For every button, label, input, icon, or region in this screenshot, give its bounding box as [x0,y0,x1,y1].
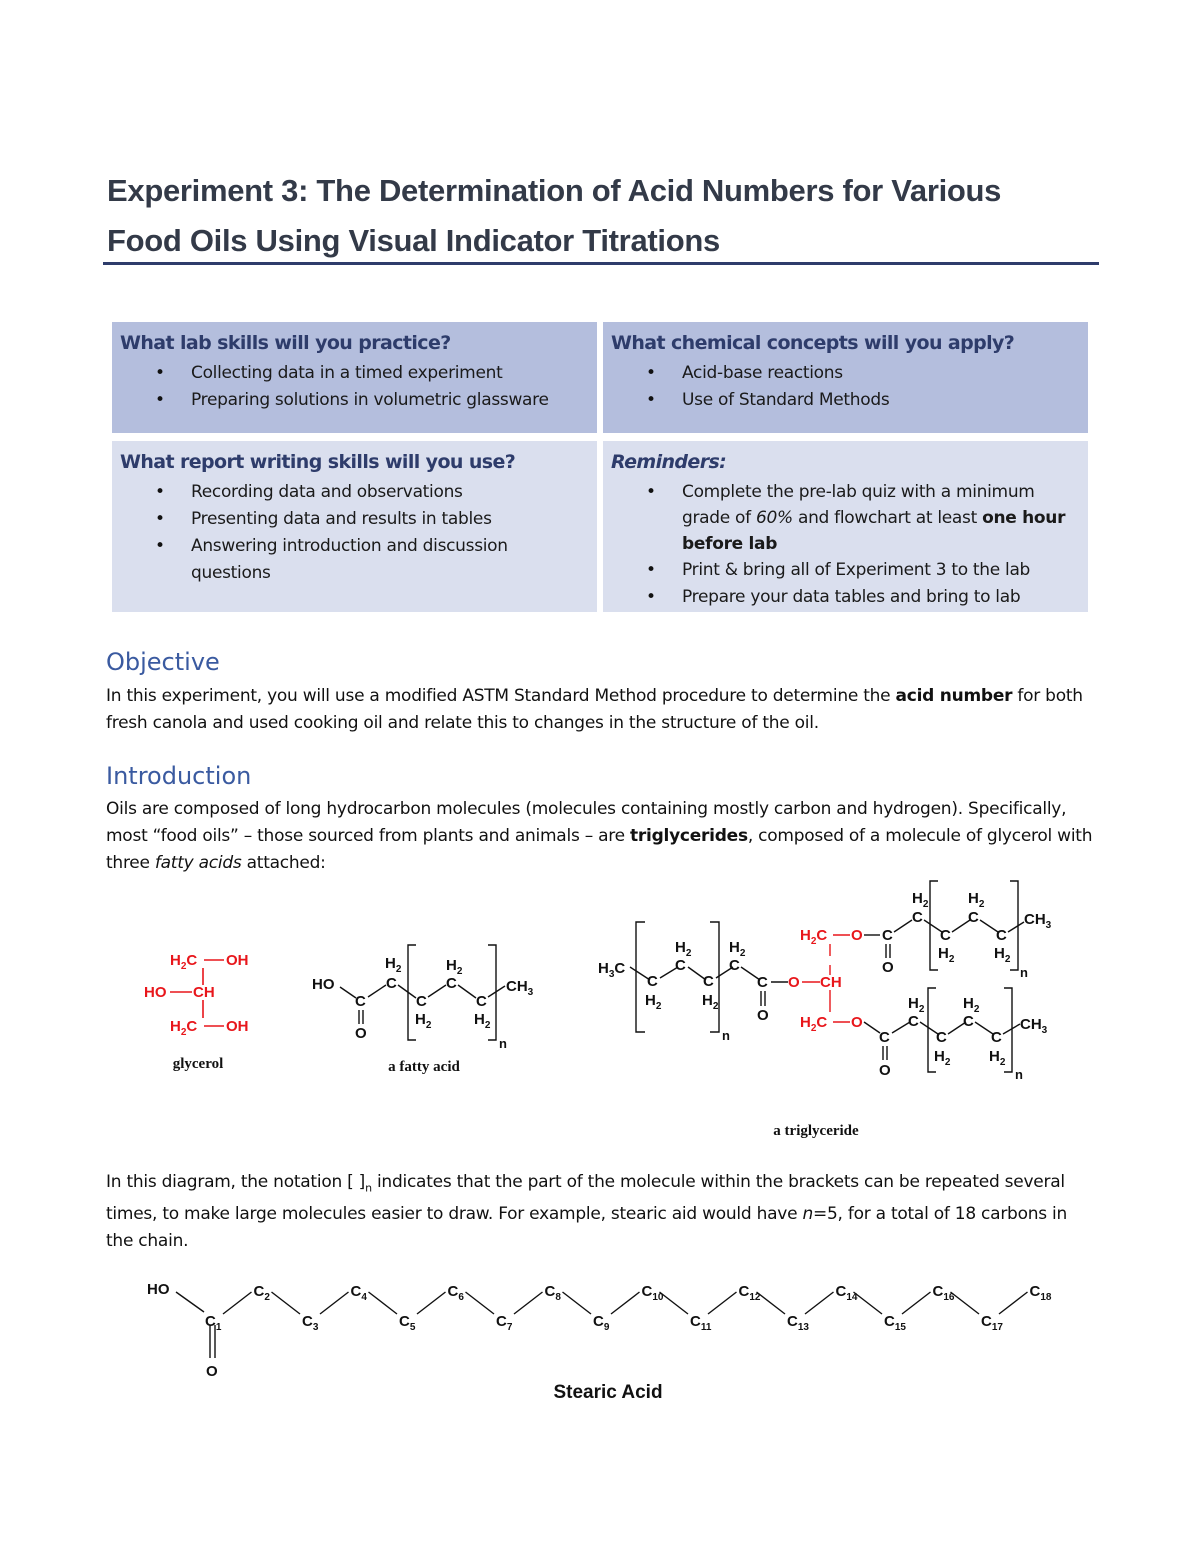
svg-text:H2: $H_2$ [908,995,925,1015]
carbon-label: $C_5$ [399,1313,416,1333]
svg-text:H2: $H_2$ [934,1048,951,1068]
svg-text:C: C [446,975,457,992]
intro-text: =5, for a total of 18 carbons in the chain. [106,1204,1068,1252]
carbon-bond [854,1292,883,1314]
svg-text:H2: $H_2$ [415,1011,432,1031]
svg-text:HO: HO [147,1281,170,1298]
lab-skills-heading: What lab skills will you practice? [120,332,451,354]
svg-text:CH3: $CH_3$ [1020,1016,1048,1036]
intro-text: attached: [241,853,326,873]
objective-text: for both fresh canola and used cooking oil and relate this to changes in the structure of the oil. [106,686,1083,733]
svg-text:CH3: $CH_3$ [1024,911,1052,931]
svg-text:n: n [1020,965,1028,980]
triglyceride-structure [598,881,1052,1082]
intro-italic: fatty acids [154,853,242,873]
svg-text:H2: $H_2$ [729,939,746,959]
intro-text: In this diagram, the notation [ ] [106,1172,366,1192]
reminder-grade: 60% [755,508,793,528]
intro-text: , composed of a molecule of glycerol with three [106,826,1093,873]
carbon-label: $C_3$ [302,1313,319,1333]
carbon-bond [902,1292,931,1314]
svg-text:H2: $H_2$ [912,890,929,910]
reminders-heading: Reminders: [611,451,727,473]
reminder-text: and flowchart at least [792,508,983,528]
introduction-paragraph-2 [106,1169,1096,1255]
svg-text:H2: $H_2$ [645,992,662,1012]
svg-text:HO: HO [312,976,335,993]
list-item: • Collecting data in a timed experiment [191,360,587,387]
svg-text:O: O [757,1007,769,1024]
list-item: • Acid-base reactions [682,360,1078,387]
fatty-acid-structure [312,945,534,1051]
carbon-label: $C_{16}$ [932,1283,955,1303]
triglyceride-caption: a triglyceride [773,1123,859,1139]
svg-text:C: C [963,1013,974,1030]
svg-text:H2: $H_2$ [963,995,980,1015]
carbon-bond [223,1292,252,1314]
introduction-heading: Introduction [106,762,252,790]
svg-text:H2C: $H_2C$ [800,1014,828,1034]
svg-text:CH: CH [193,984,215,1001]
objective-text: In this experiment, you will use a modified ASTM Standard Method procedure to determine the [106,686,896,706]
carbon-bond [805,1292,834,1314]
svg-text:OH: OH [226,1018,249,1035]
objective-emphasis: acid number [895,686,1013,706]
svg-text:H2C: $H_2C$ [800,927,828,947]
carbon-label: $C_7$ [496,1313,513,1333]
carbon-label: $C_{17}$ [981,1313,1003,1333]
svg-text:C: C [675,957,686,974]
carbon-bond [417,1292,446,1314]
svg-text:C: C [416,993,427,1010]
carbon-bond [320,1292,349,1314]
svg-text:H2: $H_2$ [938,945,955,965]
svg-text:O: O [851,1014,863,1031]
carbon-bond [708,1292,737,1314]
svg-text:C: C [991,1029,1002,1046]
intro-text: indicates that the part of the molecule within the brackets can be repeated several times, to make large molecules easier to draw. For example, stearic aid would have [106,1172,1065,1225]
intro-text: Oils are composed of long hydrocarbon molecules (molecules containing mostly carbon and hydrogen). Specifically, most “food oils” – those sourced from plants and animals – are [106,799,1067,846]
title-line-1: Experiment 3: The Determination of Acid Numbers for Various [107,173,1002,208]
list-item: • Answering introduction and discussion questions [191,533,547,587]
svg-text:n: n [499,1036,507,1051]
carbon-label: $C_9$ [593,1313,610,1333]
carbon-label: $C_{10}$ [641,1283,664,1303]
svg-text:C: C [940,927,951,944]
carbon-label: $C_6$ [447,1283,464,1303]
list-item: • Recording data and observations [191,479,547,506]
stearic-carbon-chain [205,1283,1052,1333]
svg-text:C: C [386,975,397,992]
svg-text:O: O [851,927,863,944]
svg-text:OH: OH [226,952,249,969]
title-line-2: Food Oils Using Visual Indicator Titrations [107,223,720,258]
svg-text:O: O [206,1363,218,1380]
carbon-bond [272,1292,301,1314]
glycerol-structure [144,952,249,1038]
svg-text:C: C [996,927,1007,944]
carbon-bond [369,1292,398,1314]
carbon-bond [999,1292,1028,1314]
carbon-label: $C_1$ [205,1313,222,1333]
svg-text:C: C [729,957,740,974]
carbon-bond [611,1292,640,1314]
carbon-bond [563,1292,592,1314]
svg-text:C: C [355,993,366,1010]
svg-text:H3C: $H_3C$ [598,960,626,980]
carbon-label: $C_2$ [253,1283,270,1303]
svg-text:C: C [882,927,893,944]
carbon-bond [757,1292,786,1314]
carbon-label: $C_{12}$ [738,1283,761,1303]
glycerol-caption: glycerol [172,1056,224,1072]
svg-text:H2: $H_2$ [474,1011,491,1031]
svg-text:H2: $H_2$ [702,992,719,1012]
carbon-label: $C_4$ [350,1283,367,1303]
carbon-label: $C_{14}$ [835,1283,858,1303]
stearic-acid-structure [147,1281,1052,1380]
objective-heading: Objective [106,648,220,676]
svg-text:HO: HO [144,984,167,1001]
intro-subscript: n [365,1181,372,1195]
svg-text:C: C [908,1013,919,1030]
svg-text:C: C [936,1029,947,1046]
svg-text:C: C [647,973,658,990]
list-item: • Print & bring all of Experiment 3 to the lab [682,557,1072,584]
svg-text:C: C [968,909,979,926]
carbon-label: $C_8$ [544,1283,561,1303]
svg-text:C: C [703,973,714,990]
svg-text:C: C [912,909,923,926]
svg-text:H2: $H_2$ [385,955,402,975]
svg-text:H2: $H_2$ [989,1048,1006,1068]
stearic-acid-caption: Stearic Acid [553,1382,663,1403]
svg-text:H2: $H_2$ [968,890,985,910]
svg-text:H2C: $H_2C$ [170,952,198,972]
carbon-bond [466,1292,495,1314]
svg-text:C: C [879,1029,890,1046]
svg-text:CH3: $CH_3$ [506,978,534,998]
svg-text:O: O [879,1062,891,1079]
concepts-heading: What chemical concepts will you apply? [611,332,1015,354]
carbon-label: $C_{13}$ [787,1313,809,1333]
svg-text:H2: $H_2$ [994,945,1011,965]
report-skills-heading: What report writing skills will you use? [120,451,516,473]
list-item: • Presenting data and results in tables [191,506,547,533]
svg-text:CH: CH [820,974,842,991]
list-item: • Use of Standard Methods [682,387,1078,414]
carbon-bond [951,1292,980,1314]
reminder-emphasis: one hour before lab [682,508,1066,554]
carbon-label: $C_{11}$ [690,1313,712,1333]
list-item: • Preparing solutions in volumetric glassware [191,387,587,414]
fatty-acid-caption: a fatty acid [388,1059,460,1075]
svg-text:O: O [355,1025,367,1042]
intro-italic: n [802,1204,813,1225]
carbon-bond [514,1292,543,1314]
carbon-bond [660,1292,689,1314]
svg-text:n: n [722,1028,730,1043]
svg-text:H2: $H_2$ [446,957,463,977]
svg-text:C: C [476,993,487,1010]
svg-text:C: C [757,974,768,991]
reminder-text: Complete the pre-lab quiz with a minimum grade of [682,482,1035,528]
svg-text:O: O [788,974,800,991]
carbon-label: $C_{18}$ [1029,1283,1052,1303]
svg-text:O: O [882,959,894,976]
intro-emphasis: triglycerides [630,826,748,846]
svg-text:H2: $H_2$ [675,939,692,959]
list-item: • Prepare your data tables and bring to lab [682,584,1072,611]
carbon-label: $C_{15}$ [884,1313,906,1333]
svg-text:H2C: $H_2C$ [170,1018,198,1038]
svg-text:n: n [1015,1067,1023,1082]
